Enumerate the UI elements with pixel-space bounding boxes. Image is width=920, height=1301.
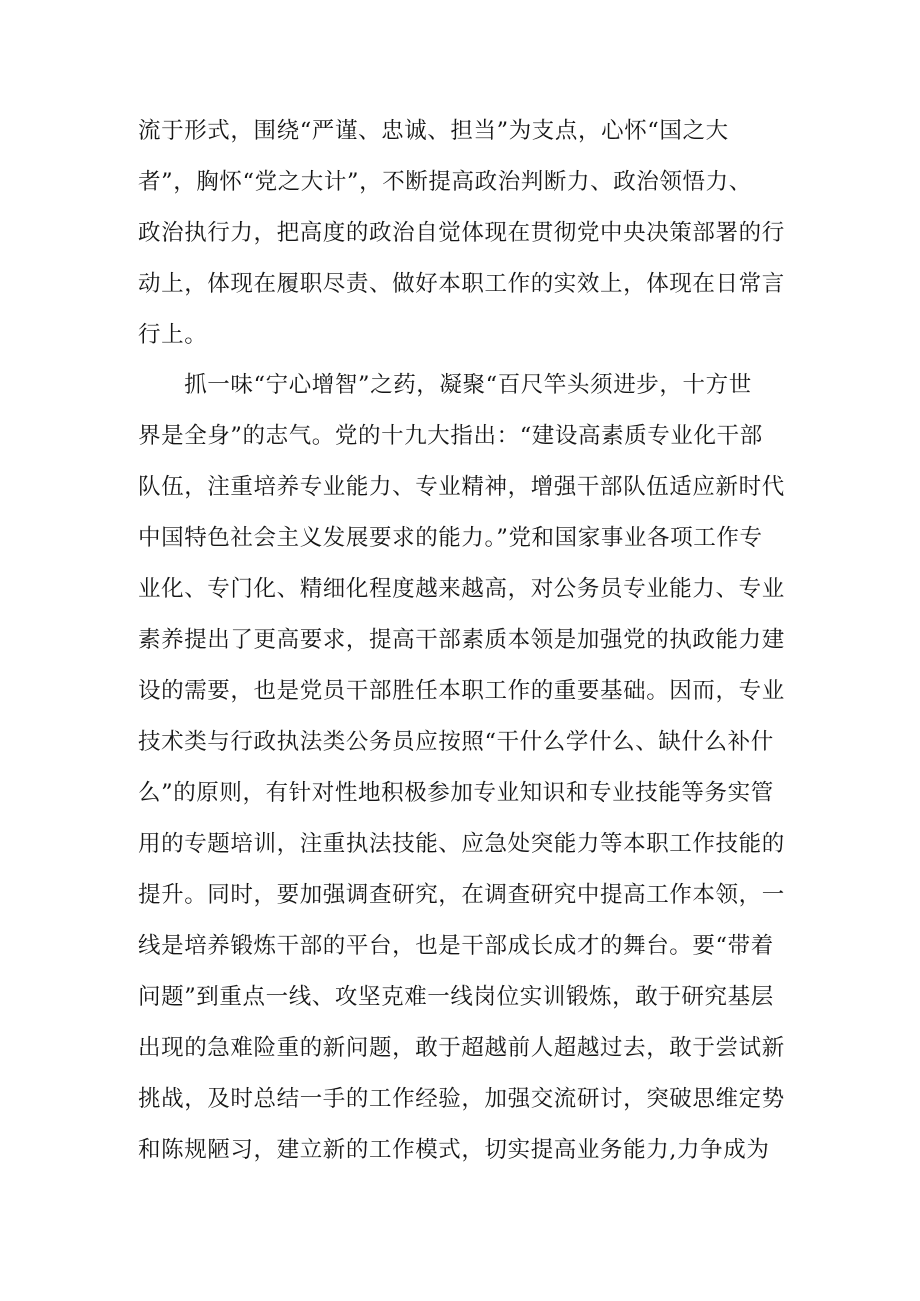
text-line: 和陈规陋习，建立新的工作模式，切实提高业务能力,力争成为 xyxy=(138,1137,770,1163)
text-line: 队伍，注重培养专业能力、专业精神，增强干部队伍适应新时代 xyxy=(138,474,785,500)
text-line: 政治执行力，把高度的政治自觉体现在贯彻党中央决策部署的行 xyxy=(138,220,785,246)
text-line: 中国特色社会主义发展要求的能力。”党和国家事业各项工作专 xyxy=(138,525,763,551)
text-line: 技术类与行政执法类公务员应按照“干什么学什么、缺什么补什 xyxy=(138,729,774,755)
text-line: 挑战，及时总结一手的工作经验，加强交流研讨，突破思维定势 xyxy=(138,1086,785,1112)
text-line: 么”的原则，有针对性地积极参加专业知识和专业技能等务实管 xyxy=(138,780,774,806)
text-line: 素养提出了更高要求，提高干部素质本领是加强党的执政能力建 xyxy=(138,627,785,653)
text-line: 提升。同时，要加强调查研究，在调查研究中提高工作本领，一 xyxy=(138,882,785,908)
text-line: 设的需要，也是党员干部胜任本职工作的重要基础。因而，专业 xyxy=(138,678,785,704)
paragraph-2 xyxy=(138,360,798,1176)
text-line: 业化、专门化、精细化程度越来越高，对公务员专业能力、专业 xyxy=(138,576,785,602)
text-line: 问题”到重点一线、攻坚克难一线岗位实训锻炼，敢于研究基层 xyxy=(138,984,774,1010)
text-line: 线是培养锻炼干部的平台，也是干部成长成才的舞台。要“带着 xyxy=(138,933,774,959)
text-line: 抓一味“宁心增智”之药，凝聚“百尺竿头须进步，十方世 xyxy=(138,372,752,398)
text-line: 用的专题培训，注重执法技能、应急处突能力等本职工作技能的 xyxy=(138,831,785,857)
text-line: 动上，体现在履职尽责、做好本职工作的实效上，体现在日常言 xyxy=(138,271,785,297)
text-line: 出现的急难险重的新问题，敢于超越前人超越过去，敢于尝试新 xyxy=(138,1035,785,1061)
text-line: 行上。 xyxy=(138,322,208,348)
text-line: 界是全身”的志气。党的十九大指出：“建设高素质专业化干部 xyxy=(138,423,763,449)
text-line: 者”，胸怀“党之大计”，不断提高政治判断力、政治领悟力、 xyxy=(138,169,752,195)
paragraph-1 xyxy=(138,106,798,361)
text-line: 流于形式，围绕“严谨、忠诚、担当”为支点，心怀“国之大 xyxy=(138,118,729,144)
